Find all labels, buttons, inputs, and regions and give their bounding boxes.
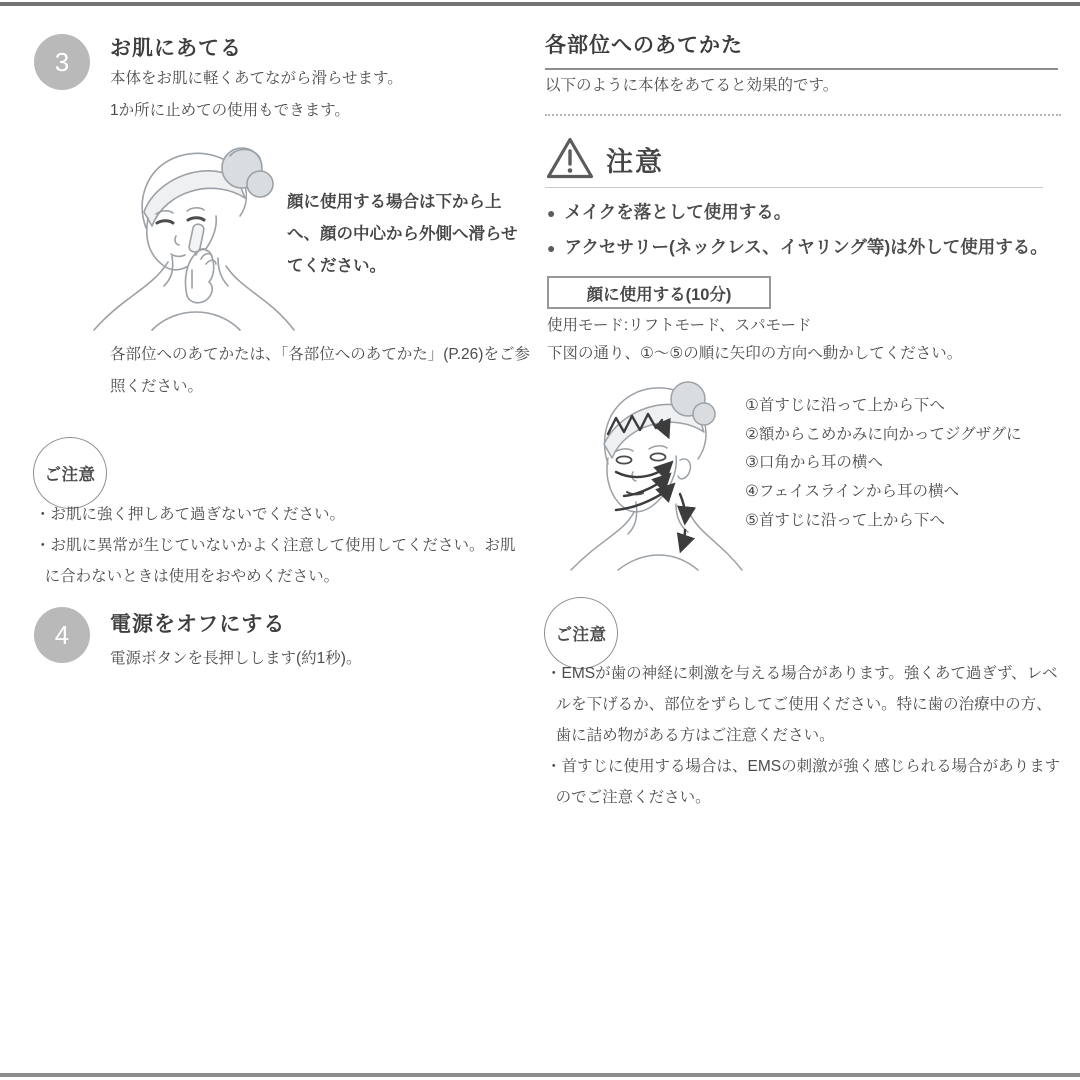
- right-caution-list: [546, 658, 1062, 813]
- step-3-title: お肌にあてる: [110, 37, 242, 60]
- face-usage-mode-line: 使用モード:リフトモード、スパモード: [547, 317, 812, 334]
- left-caution-item: ・お肌に強く押しあて過ぎないでください。: [35, 506, 346, 523]
- step-4-title: 電源をオフにする: [110, 613, 286, 636]
- face-usage-step: ②額からこめかみに向かってジグザグに: [745, 425, 1022, 443]
- right-intro: 以下のように本体をあてると効果的です。: [545, 77, 839, 94]
- face-usage-steps: [745, 392, 1021, 535]
- face-device-illustration: [88, 136, 300, 334]
- face-device-illustration-svg: [88, 136, 300, 334]
- right-section-heading: 各部位へのあてかた: [545, 29, 1058, 70]
- face-usage-instruction: 下図の通り、①～⑤の順に矢印の方向へ動かしてください。: [547, 345, 963, 362]
- face-usage-step: ④フェイスラインから耳の横へ: [745, 483, 960, 501]
- warning-item-text: メイクを落として使用する。: [564, 202, 792, 222]
- right-caution-badge: ご注意: [544, 597, 618, 669]
- bullet-icon: ●: [547, 205, 556, 221]
- step-4-body: 電源ボタンを長押しします(約1秒)。: [110, 650, 362, 667]
- left-caution-item: ・お肌に異常が生じていないかよく注意して使用してください。お肌に合わないときは使用をおやめください。: [35, 537, 516, 585]
- top-edge-line: [0, 2, 1080, 6]
- step-4-number: 4: [54, 619, 70, 650]
- warning-item: [547, 201, 1059, 225]
- reference-note: 各部位へのあてかたは、「各部位へのあてかた」(P.26)をご参照ください。: [110, 346, 530, 395]
- warning-triangle-icon: [546, 136, 594, 182]
- bottom-edge-line: [0, 1073, 1080, 1077]
- face-usage-step: ⑤首すじに沿って上から下へ: [745, 511, 945, 529]
- step-3-number: 3: [54, 46, 70, 77]
- bullet-icon: ●: [547, 240, 556, 256]
- face-diagram-illustration: [568, 372, 746, 574]
- step-3-body: [110, 63, 540, 127]
- warning-item-text: アクセサリー(ネックレス、イヤリング等)は外して使用する。: [564, 237, 1048, 257]
- step-3-body-line1: 本体をお肌に軽くあてながら滑らせます。: [110, 70, 403, 87]
- dotted-divider: [545, 114, 1061, 116]
- illustration-caption: 顔に使用する場合は下から上へ、顔の中心から外側へ滑らせてください。: [287, 193, 518, 276]
- right-caution-item: ・EMSが歯の神経に刺激を与える場合があります。強くあて過ぎず、レベルを下げるか、部位をずらしてご使用ください。特に歯の治療中の方、歯に詰め物がある方はご注意ください。: [546, 665, 1058, 744]
- warning-divider: [545, 187, 1043, 188]
- face-usage-label-box: 顔に使用する(10分): [547, 276, 771, 309]
- left-caution-badge: ご注意: [33, 437, 107, 509]
- warning-title: 注意: [606, 147, 664, 177]
- face-usage-step: ①首すじに沿って上から下へ: [745, 397, 945, 414]
- step-3-body-line2: 1か所に止めての使用もできます。: [110, 101, 350, 119]
- face-diagram-svg: [568, 372, 746, 574]
- face-usage-step: ③口角から耳の横へ: [745, 454, 883, 472]
- left-caution-list: [35, 499, 527, 592]
- step-4-badge: [34, 607, 90, 663]
- step-3-badge: [34, 34, 90, 90]
- warning-item: [547, 236, 1059, 260]
- right-caution-item: ・首すじに使用する場合は、EMSの刺激が強く感じられる場合がありますのでご注意ください。: [546, 758, 1061, 806]
